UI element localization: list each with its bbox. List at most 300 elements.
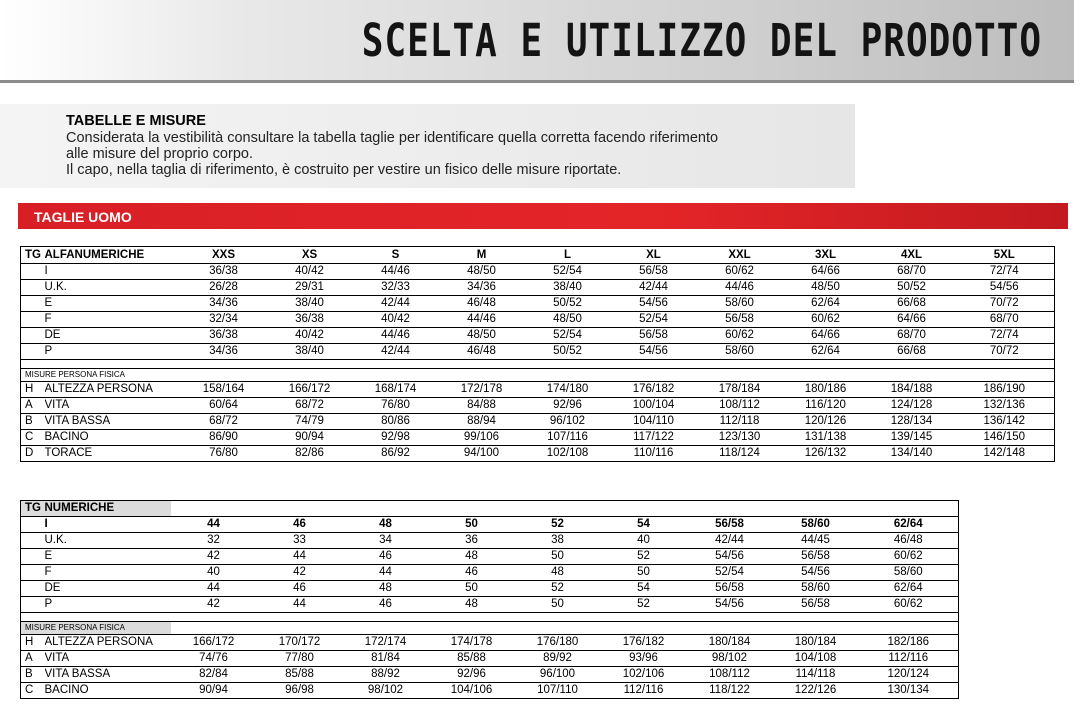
size-value: 174/180 xyxy=(525,382,611,398)
measures-heading-row xyxy=(21,622,959,635)
size-value: 60/62 xyxy=(783,312,869,328)
size-label: 5XL xyxy=(993,248,1015,261)
size-value: 80/86 xyxy=(353,414,439,430)
row-code: B xyxy=(21,667,45,683)
subheading-blank xyxy=(601,622,687,635)
table-row xyxy=(21,414,1055,430)
size-value: 66/68 xyxy=(869,344,955,360)
row-code xyxy=(21,533,45,549)
size-value: 72/74 xyxy=(955,264,1055,280)
size-value: 44 xyxy=(257,597,343,613)
table-row xyxy=(21,344,1055,360)
row-code xyxy=(21,264,45,280)
size-value: 40/42 xyxy=(267,264,353,280)
size-value: 81/84 xyxy=(343,651,429,667)
size-value: 180/186 xyxy=(783,382,869,398)
subheading-blank xyxy=(869,369,955,382)
size-value: 58/60 xyxy=(697,344,783,360)
subheading-blank xyxy=(343,622,429,635)
size-label-row xyxy=(21,517,959,533)
size-value: 180/184 xyxy=(687,635,773,651)
row-label: VITA BASSA xyxy=(45,414,181,430)
table-row xyxy=(21,382,1055,398)
table-row xyxy=(21,651,959,667)
size-label: XXL xyxy=(728,248,751,261)
size-value: 172/174 xyxy=(343,635,429,651)
size-value: 131/138 xyxy=(783,430,869,446)
size-value: 88/92 xyxy=(343,667,429,683)
size-value: 54/56 xyxy=(611,344,697,360)
page-title: SCELTA E UTILIZZO DEL PRODOTTO xyxy=(361,16,1042,68)
size-value: 134/140 xyxy=(869,446,955,462)
row-label: U.K. xyxy=(45,533,171,549)
size-value: 77/80 xyxy=(257,651,343,667)
intro-text-line: Considerata la vestibilità consultare la tabella taglie per identificare quella corretta facendo riferimento xyxy=(66,130,719,146)
subheading-blank xyxy=(257,622,343,635)
size-value: 46 xyxy=(343,549,429,565)
subheading-blank xyxy=(181,369,267,382)
size-value: 34 xyxy=(343,533,429,549)
table-row xyxy=(21,635,959,651)
size-value: 48 xyxy=(429,549,515,565)
size-value: 92/98 xyxy=(353,430,439,446)
size-value: 64/66 xyxy=(869,312,955,328)
size-value: 82/86 xyxy=(267,446,353,462)
row-code xyxy=(21,581,45,597)
intro-text-line: alle misure del proprio corpo. xyxy=(66,146,253,162)
size-value: 48/50 xyxy=(525,312,611,328)
size-label: 44 xyxy=(171,517,257,533)
table-row xyxy=(21,581,959,597)
size-value: 46 xyxy=(257,581,343,597)
size-value: 122/126 xyxy=(773,683,859,699)
size-value: 32 xyxy=(171,533,257,549)
size-value: 168/174 xyxy=(353,382,439,398)
size-value: 42 xyxy=(171,549,257,565)
size-value: 60/62 xyxy=(697,264,783,280)
size-table-alphanumeric xyxy=(20,246,1055,462)
size-label: 56/58 xyxy=(687,517,773,533)
header-blank xyxy=(859,501,959,517)
row-code xyxy=(21,312,45,328)
size-value: 132/136 xyxy=(955,398,1055,414)
size-value: 56/58 xyxy=(773,549,859,565)
size-label: XXS xyxy=(211,248,235,261)
size-value: 182/186 xyxy=(859,635,959,651)
row-code xyxy=(21,517,45,533)
size-value: 32/34 xyxy=(181,312,267,328)
size-value: 184/188 xyxy=(869,382,955,398)
measures-heading: MISURE PERSONA FISICA xyxy=(21,369,181,382)
size-value: 58/60 xyxy=(773,581,859,597)
size-value: 124/128 xyxy=(869,398,955,414)
subheading-blank xyxy=(783,369,869,382)
size-value: 44/46 xyxy=(353,264,439,280)
row-label: U.K. xyxy=(45,280,181,296)
subheading-blank xyxy=(353,369,439,382)
spacer-cell xyxy=(21,613,959,622)
size-value: 92/96 xyxy=(525,398,611,414)
size-value: 52/54 xyxy=(687,565,773,581)
size-value: 139/145 xyxy=(869,430,955,446)
size-value: 50/52 xyxy=(525,296,611,312)
table-row xyxy=(21,280,1055,296)
row-label: I xyxy=(45,517,171,533)
row-label: F xyxy=(45,312,181,328)
table-row xyxy=(21,398,1055,414)
size-value: 40 xyxy=(171,565,257,581)
table-row xyxy=(21,597,959,613)
row-label: DE xyxy=(45,581,171,597)
size-value: 108/112 xyxy=(687,667,773,683)
size-value: 174/178 xyxy=(429,635,515,651)
size-value: 98/102 xyxy=(343,683,429,699)
size-value: 56/58 xyxy=(687,581,773,597)
table-row xyxy=(21,446,1055,462)
size-value: 46 xyxy=(429,565,515,581)
row-label: DE xyxy=(45,328,181,344)
size-value: 123/130 xyxy=(697,430,783,446)
size-value: 158/164 xyxy=(181,382,267,398)
size-label: 50 xyxy=(429,517,515,533)
size-value: 48 xyxy=(343,581,429,597)
size-value: 29/31 xyxy=(267,280,353,296)
size-value: 76/80 xyxy=(353,398,439,414)
size-value: 86/92 xyxy=(353,446,439,462)
size-value: 50/52 xyxy=(525,344,611,360)
size-value: 58/60 xyxy=(859,565,959,581)
size-value: 118/124 xyxy=(697,446,783,462)
size-value: 96/102 xyxy=(525,414,611,430)
size-value: 60/62 xyxy=(697,328,783,344)
row-label: VITA xyxy=(45,398,181,414)
size-label: XS xyxy=(301,248,318,261)
table-row xyxy=(21,683,959,699)
size-value: 54/56 xyxy=(773,565,859,581)
size-value: 112/118 xyxy=(697,414,783,430)
size-value: 54/56 xyxy=(687,597,773,613)
table-row xyxy=(21,549,959,565)
size-value: 102/108 xyxy=(525,446,611,462)
header-blank xyxy=(429,501,515,517)
size-value: 38 xyxy=(515,533,601,549)
size-value: 32/33 xyxy=(353,280,439,296)
row-code: A xyxy=(21,398,45,414)
size-value: 114/118 xyxy=(773,667,859,683)
size-value: 34/36 xyxy=(181,344,267,360)
size-label: S xyxy=(391,248,400,261)
size-value: 104/106 xyxy=(429,683,515,699)
header-blank xyxy=(257,501,343,517)
table-row xyxy=(21,296,1055,312)
size-value: 44/46 xyxy=(697,280,783,296)
section-title: TAGLIE UOMO xyxy=(34,209,132,225)
size-value: 96/100 xyxy=(515,667,601,683)
size-value: 54/56 xyxy=(955,280,1055,296)
size-value: 54/56 xyxy=(611,296,697,312)
size-value: 68/70 xyxy=(955,312,1055,328)
size-value: 44/46 xyxy=(353,328,439,344)
size-value: 60/62 xyxy=(859,549,959,565)
size-value: 34/36 xyxy=(439,280,525,296)
size-value: 96/98 xyxy=(257,683,343,699)
size-value: 126/132 xyxy=(783,446,869,462)
size-value: 186/190 xyxy=(955,382,1055,398)
row-label: E xyxy=(45,296,181,312)
subheading-blank xyxy=(429,622,515,635)
size-value: 104/110 xyxy=(611,414,697,430)
size-value: 56/58 xyxy=(611,328,697,344)
row-label: I xyxy=(45,264,181,280)
size-value: 38/40 xyxy=(267,296,353,312)
size-value: 68/72 xyxy=(181,414,267,430)
size-value: 107/110 xyxy=(515,683,601,699)
row-code xyxy=(21,280,45,296)
size-value: 58/60 xyxy=(697,296,783,312)
header-blank xyxy=(515,501,601,517)
size-value: 56/58 xyxy=(697,312,783,328)
size-value: 89/92 xyxy=(515,651,601,667)
size-value: 146/150 xyxy=(955,430,1055,446)
size-value: 26/28 xyxy=(181,280,267,296)
section-banner xyxy=(18,203,1068,229)
size-value: 92/96 xyxy=(429,667,515,683)
size-value: 90/94 xyxy=(171,683,257,699)
size-value: 42 xyxy=(257,565,343,581)
size-value: 120/126 xyxy=(783,414,869,430)
size-value: 48 xyxy=(515,565,601,581)
table-heading: ALFANUMERICHE xyxy=(44,248,145,261)
row-code xyxy=(21,597,45,613)
size-value: 50 xyxy=(601,565,687,581)
size-label: 58/60 xyxy=(773,517,859,533)
row-label: BACINO xyxy=(45,430,181,446)
subheading-blank xyxy=(611,369,697,382)
row-code: D xyxy=(21,446,45,462)
size-value: 42 xyxy=(171,597,257,613)
row-code: B xyxy=(21,414,45,430)
size-value: 46/48 xyxy=(439,344,525,360)
size-value: 68/72 xyxy=(267,398,353,414)
size-value: 107/116 xyxy=(525,430,611,446)
size-value: 170/172 xyxy=(257,635,343,651)
subheading-blank xyxy=(171,622,257,635)
row-code: C xyxy=(21,683,45,699)
table-row xyxy=(21,430,1055,446)
size-value: 54 xyxy=(601,581,687,597)
subheading-blank xyxy=(525,369,611,382)
size-label: 48 xyxy=(343,517,429,533)
size-label: 52 xyxy=(515,517,601,533)
size-value: 82/84 xyxy=(171,667,257,683)
size-label: L xyxy=(563,248,572,261)
size-value: 172/178 xyxy=(439,382,525,398)
size-value: 178/184 xyxy=(697,382,783,398)
intro-box xyxy=(0,104,855,188)
size-value: 84/88 xyxy=(439,398,525,414)
size-value: 42/44 xyxy=(353,296,439,312)
size-value: 100/104 xyxy=(611,398,697,414)
size-value: 40 xyxy=(601,533,687,549)
size-value: 56/58 xyxy=(611,264,697,280)
subheading-blank xyxy=(267,369,353,382)
row-label: F xyxy=(45,565,171,581)
size-value: 166/172 xyxy=(171,635,257,651)
size-value: 46/48 xyxy=(439,296,525,312)
size-value: 98/102 xyxy=(687,651,773,667)
size-label: XL xyxy=(646,248,661,261)
size-value: 52 xyxy=(601,597,687,613)
size-value: 46 xyxy=(343,597,429,613)
row-code xyxy=(21,549,45,565)
size-value: 120/124 xyxy=(859,667,959,683)
size-value: 166/172 xyxy=(267,382,353,398)
size-value: 36 xyxy=(429,533,515,549)
size-value: 36/38 xyxy=(181,264,267,280)
size-value: 176/180 xyxy=(515,635,601,651)
table-header-row xyxy=(21,247,1055,264)
row-label: ALTEZZA PERSONA xyxy=(45,635,171,651)
intro-title: TABELLE E MISURE xyxy=(66,113,206,129)
size-value: 38/40 xyxy=(267,344,353,360)
size-label: 54 xyxy=(601,517,687,533)
header-blank xyxy=(343,501,429,517)
size-value: 72/74 xyxy=(955,328,1055,344)
measures-heading-row xyxy=(21,369,1055,382)
size-value: 176/182 xyxy=(601,635,687,651)
size-value: 62/64 xyxy=(859,581,959,597)
size-value: 33 xyxy=(257,533,343,549)
row-code xyxy=(21,296,45,312)
size-value: 62/64 xyxy=(783,344,869,360)
size-value: 70/72 xyxy=(955,296,1055,312)
table-row xyxy=(21,312,1055,328)
size-label: 62/64 xyxy=(859,517,959,533)
size-value: 54/56 xyxy=(687,549,773,565)
size-value: 128/134 xyxy=(869,414,955,430)
size-value: 74/76 xyxy=(171,651,257,667)
size-value: 76/80 xyxy=(181,446,267,462)
table-heading: NUMERICHE xyxy=(45,501,171,517)
size-label: 3XL xyxy=(814,248,837,261)
size-value: 94/100 xyxy=(439,446,525,462)
size-value: 180/184 xyxy=(773,635,859,651)
size-value: 40/42 xyxy=(267,328,353,344)
size-value: 118/122 xyxy=(687,683,773,699)
size-value: 117/122 xyxy=(611,430,697,446)
row-code xyxy=(21,565,45,581)
size-value: 42/44 xyxy=(611,280,697,296)
size-value: 85/88 xyxy=(429,651,515,667)
size-value: 48/50 xyxy=(783,280,869,296)
size-value: 99/106 xyxy=(439,430,525,446)
header-blank xyxy=(773,501,859,517)
row-code xyxy=(21,328,45,344)
size-value: 136/142 xyxy=(955,414,1055,430)
row-label: TORACE xyxy=(45,446,181,462)
size-value: 40/42 xyxy=(353,312,439,328)
size-value: 38/40 xyxy=(525,280,611,296)
row-code: H xyxy=(21,635,45,651)
subheading-blank xyxy=(697,369,783,382)
row-label: ALTEZZA PERSONA xyxy=(45,382,181,398)
size-value: 176/182 xyxy=(611,382,697,398)
size-value: 36/38 xyxy=(267,312,353,328)
size-value: 116/120 xyxy=(783,398,869,414)
size-value: 66/68 xyxy=(869,296,955,312)
size-value: 52 xyxy=(515,581,601,597)
size-value: 68/70 xyxy=(869,264,955,280)
size-value: 52/54 xyxy=(525,264,611,280)
size-value: 52 xyxy=(601,549,687,565)
row-label: E xyxy=(45,549,171,565)
size-value: 48 xyxy=(429,597,515,613)
size-value: 50 xyxy=(515,549,601,565)
subheading-blank xyxy=(515,622,601,635)
size-value: 50/52 xyxy=(869,280,955,296)
table-row xyxy=(21,328,1055,344)
size-value: 44 xyxy=(171,581,257,597)
size-value: 60/62 xyxy=(859,597,959,613)
subheading-blank xyxy=(687,622,773,635)
size-value: 44 xyxy=(257,549,343,565)
size-value: 50 xyxy=(429,581,515,597)
size-value: 110/116 xyxy=(611,446,697,462)
size-value: 112/116 xyxy=(859,651,959,667)
size-value: 56/58 xyxy=(773,597,859,613)
size-value: 34/36 xyxy=(181,296,267,312)
row-label: BACINO xyxy=(45,683,171,699)
size-label: 4XL xyxy=(900,248,923,261)
size-value: 74/79 xyxy=(267,414,353,430)
size-value: 42/44 xyxy=(353,344,439,360)
spacer-row xyxy=(21,360,1055,369)
size-table-numeric xyxy=(20,500,959,699)
tg-header: TG xyxy=(21,501,45,517)
header-band xyxy=(0,0,1074,83)
size-value: 104/108 xyxy=(773,651,859,667)
header-blank xyxy=(171,501,257,517)
row-code: H xyxy=(21,382,45,398)
table-row xyxy=(21,264,1055,280)
size-value: 102/106 xyxy=(601,667,687,683)
size-value: 70/72 xyxy=(955,344,1055,360)
table-row xyxy=(21,667,959,683)
size-value: 64/66 xyxy=(783,328,869,344)
subheading-blank xyxy=(859,622,959,635)
size-value: 44/46 xyxy=(439,312,525,328)
size-value: 93/96 xyxy=(601,651,687,667)
subheading-blank xyxy=(955,369,1055,382)
tg-header: TG xyxy=(25,248,41,261)
size-value: 62/64 xyxy=(783,296,869,312)
size-value: 52/54 xyxy=(525,328,611,344)
size-value: 112/116 xyxy=(601,683,687,699)
size-value: 44/45 xyxy=(773,533,859,549)
size-value: 68/70 xyxy=(869,328,955,344)
size-value: 90/94 xyxy=(267,430,353,446)
size-label: M xyxy=(476,248,487,261)
row-label: P xyxy=(45,597,171,613)
intro-text-line: Il capo, nella taglia di riferimento, è costruito per vestire un fisico delle misure riportate. xyxy=(66,162,622,178)
row-code: C xyxy=(21,430,45,446)
size-value: 108/112 xyxy=(697,398,783,414)
size-value: 130/134 xyxy=(859,683,959,699)
table-row xyxy=(21,533,959,549)
size-value: 36/38 xyxy=(181,328,267,344)
size-value: 50 xyxy=(515,597,601,613)
size-value: 60/64 xyxy=(181,398,267,414)
